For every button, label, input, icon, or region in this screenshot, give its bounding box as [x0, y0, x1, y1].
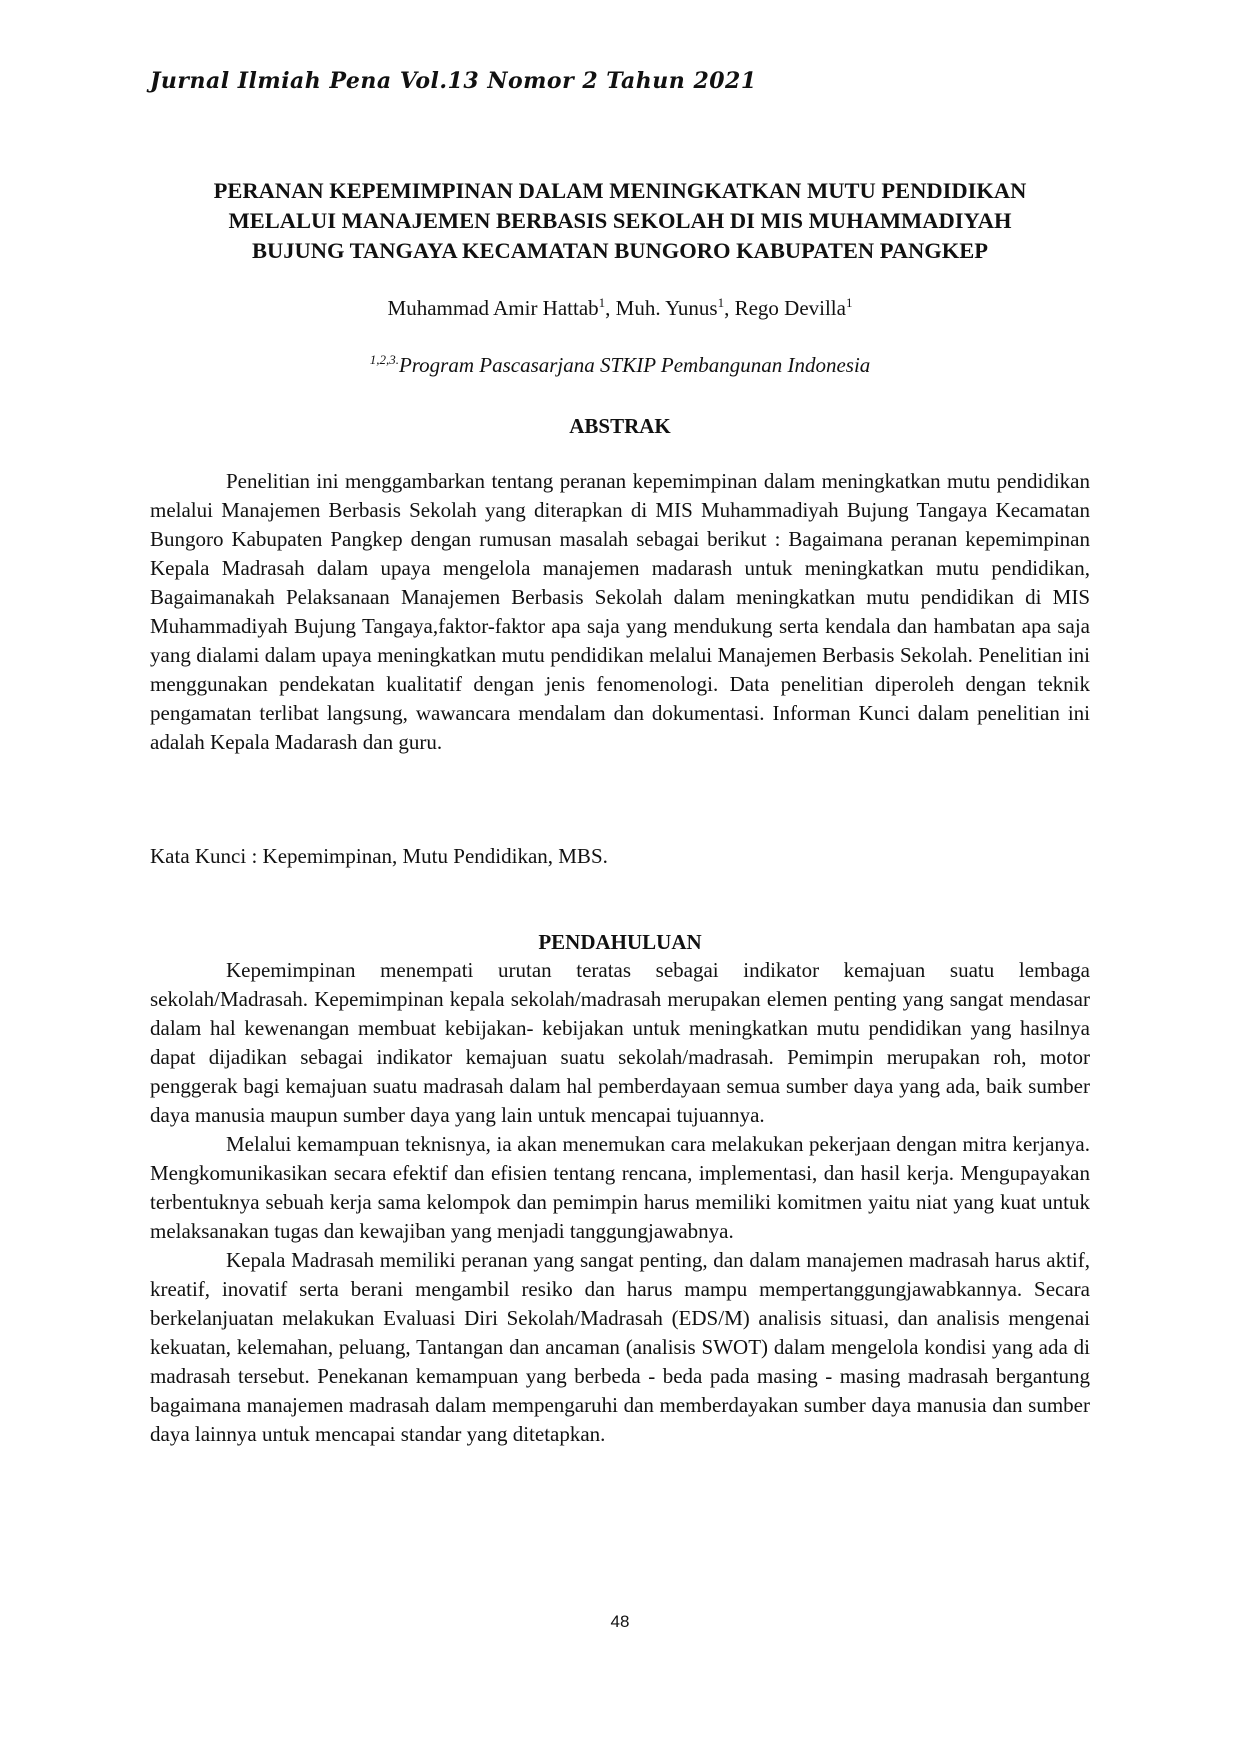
section-body [150, 956, 1090, 1449]
author-name: Muhammad Amir Hattab [387, 296, 599, 320]
affiliation-mark: 1,2,3. [369, 352, 399, 367]
body-paragraph: Melalui kemampuan teknisnya, ia akan menemukan cara melakukan pekerjaan dengan mitra kerjanya. Mengkomunikasikan secara efektif dan efisien tentang rencana, implementasi, dan hasil kerja. Mengupayakan terbentuknya sebuah kerja sama kelompok dan pemimpin harus memiliki komitmen yaitu niat yang kuat untuk melaksanakan tugas dan kewajiban yang menjadi tanggungjawabnya. [150, 1132, 1090, 1243]
keywords: Kata Kunci : Kepemimpinan, Mutu Pendidikan, MBS. [150, 844, 608, 868]
affiliation-text: Program Pascasarjana STKIP Pembangunan Indonesia [398, 353, 871, 377]
author-affil-mark: 1 [598, 295, 606, 310]
author-name: Muh. Yunus [615, 296, 718, 320]
author-affil-mark: 1 [845, 295, 853, 310]
abstract-heading: ABSTRAK [569, 414, 671, 438]
affiliation [150, 353, 1090, 378]
body-paragraph: Kepemimpinan menempati urutan teratas sebagai indikator kemajuan suatu lembaga sekolah/Madrasah. Kepemimpinan kepala sekolah/madrasah merupakan elemen penting yang sangat mendasar dalam hal kewenangan membuat kebijakan- kebijakan untuk meningkatkan mutu pendidikan yang hasilnya dapat dijadikan sebagai indikator kemajuan suatu sekolah/madrasah. Pemimpin merupakan roh, motor penggerak bagi kemajuan suatu madrasah dalam hal pemberdayaan semua sumber daya yang ada, baik sumber daya manusia maupun sumber daya yang lain untuk mencapai tujuannya. [150, 958, 1090, 1127]
page-number: 48 [610, 1612, 630, 1631]
title-line-3: BUJUNG TANGAYA KECAMATAN BUNGORO KABUPATEN PANGKEP [251, 238, 989, 263]
title-line-2: MELALUI MANAJEMEN BERBASIS SEKOLAH DI MIS MUHAMMADIYAH [228, 208, 1012, 233]
author-list: Muhammad Amir Hattab$^1$, Muh. Yunus$^1$, Rego Devilla$^1$ [387, 295, 853, 320]
title-line-1: PERANAN KEPEMIMPINAN DALAM MENINGKATKAN MUTU PENDIDIKAN [213, 178, 1027, 203]
body-paragraph: Kepala Madrasah memiliki peranan yang sangat penting, dan dalam manajemen madrasah harus aktif, kreatif, inovatif serta berani mengambil resiko dan harus mampu mempertanggungjawabkannya. Secara berkelanjuatan melakukan Evaluasi Diri Sekolah/Madrasah (EDS/M) analisis situasi, dan analisis mengenai kekuatan, kelemahan, peluang, Tantangan dan ancaman (analisis SWOT) dalam mengelola kondisi yang ada di madrasah tersebut. Penekanan kemampuan yang berbeda - beda pada masing - masing madrasah bergantung bagaimana manajemen madrasah dalam mempengaruhi dan memberdayakan sumber daya manusia dan sumber daya lainnya untuk mencapai standar yang ditetapkan. [150, 1248, 1090, 1446]
section-heading: PENDAHULUAN [538, 930, 702, 954]
abstract-text: Penelitian ini menggambarkan tentang peranan kepemimpinan dalam meningkatkan mutu pendidikan melalui Manajemen Berbasis Sekolah yang diterapkan di MIS Muhammadiyah Bujung Tangaya Kecamatan Bungoro Kabupaten Pangkep dengan rumusan masalah sebagai berikut : Bagaimana peranan kepemimpinan Kepala Madrasah dalam upaya mengelola manajemen madarash untuk meningkatkan mutu pendidikan, Bagaimanakah Pelaksanaan Manajemen Berbasis Sekolah dalam meningkatkan mutu pendidikan di MIS Muhammadiyah Bujung Tangaya,faktor-faktor apa saja yang mendukung serta kendala dan hambatan apa saja yang dialami dalam upaya meningkatkan mutu pendidikan melalui Manajemen Berbasis Sekolah. Penelitian ini menggunakan pendekatan kualitatif dengan jenis fenomenologi. Data penelitian diperoleh dengan teknik pengamatan terlibat langsung, wawancara mendalam dan dokumentasi. Informan Kunci dalam penelitian ini adalah Kepala Madarash dan guru. [150, 469, 1090, 754]
paper-title [150, 176, 1090, 266]
journal-running-header: Jurnal Ilmiah Pena Vol.13 Nomor 2 Tahun 2021 [150, 68, 757, 94]
author-affil-mark: 1 [717, 295, 725, 310]
author-name: Rego Devilla [734, 296, 846, 320]
